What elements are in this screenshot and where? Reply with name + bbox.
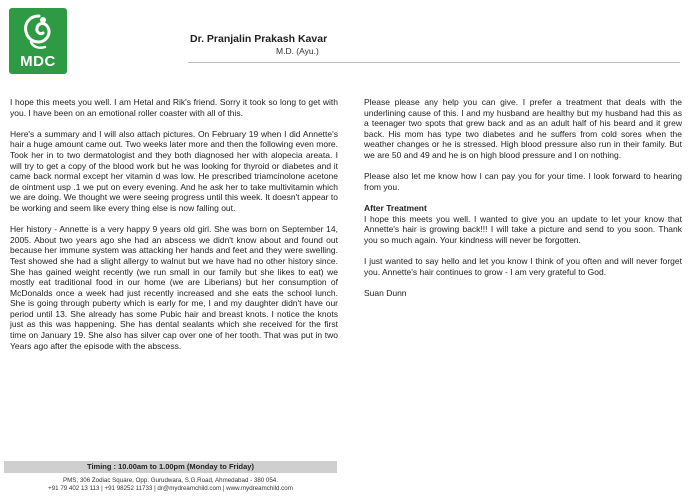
left-column	[10, 97, 338, 362]
contact-line: +91 79 402 13 113 | +91 98252 11733 | dr@mydreamchild.com | www.mydreamchild.com	[48, 485, 293, 492]
paragraph: I hope this meets you well. I am Hetal and Rik's friend. Sorry it took so long to get with you. I have been on an emotional roller coaster with all of this.	[10, 97, 338, 118]
after-treatment-heading: After Treatment	[364, 202, 427, 213]
paragraph: Please also let me know how I can pay you for your time. I look forward to hearing from you.	[364, 171, 682, 192]
paragraph: Here's a summary and I will also attach pictures. On February 19 when I did Annette's hair a huge amount came out. Two weeks later more and then the following even more. Took her in to two dermatologist and they both diagnosed her with alopecia areata. I will try to get a copy of the blood work but he was looking for thyroid or diabetes and it came back normal except her vitamin d was low. He prescribed triamcinolone acetone de ointment usp .1 we put on every evening. And he ask her to take multivitamin which we are doing. We thought we were seeing progress until this week. It doesn't appear to be working and seem like every thing else is now falling out.	[10, 128, 338, 213]
doctor-name: Dr. Pranjalin Prakash Kavar	[190, 33, 328, 45]
mdc-logo	[9, 8, 67, 74]
right-column	[364, 97, 682, 309]
mother-child-icon	[19, 12, 57, 52]
paragraph: Please please any help you can give. I prefer a treatment that deals with the underlining cause of this. I and my husband are healthy but my husband had this as a teenager two spots that grew back and as an adult half of his beard and it grew back. His mom has type two diabetes and he suffers from cold sores when the weather changes or he is stressed. High blood pressure also run in their family. But we are 50 and 49 and he is on high blood pressure and I on nothing.	[364, 97, 682, 160]
timing-bar: Timing : 10.00am to 1.00pm (Monday to Friday)	[4, 461, 337, 473]
doctor-header	[190, 33, 327, 56]
logo-text: MDC	[20, 53, 56, 70]
address-line: PMS, 306 Zodiac Square, Opp. Gurudwara, S.G.Road, Ahmedabad - 380 054.	[63, 477, 278, 484]
footer-address	[4, 477, 337, 493]
header-divider	[188, 62, 680, 63]
paragraph: I hope this meets you well. I wanted to give you an update to let your know that Annette's hair is growing back!!! I will take a picture and send to you soon. Thank you so much again. Your kindness will never be forgotten.	[364, 213, 682, 245]
signature: Suan Dunn	[364, 287, 407, 298]
paragraph: I just wanted to say hello and let you know I think of you often and will never forget you. Annette's hair continues to grow - I am very grateful to God.	[364, 255, 682, 277]
paragraph: Her history - Annette is a very happy 9 years old girl. She was born on September 14, 2005. About two years ago she had an abscess we didn't know about and found out because her immune system was attacking her hands and feet and they were swelling. Test showed she had a slight allergy to walnut but we have had no other history since. She has gained weight recently (we run small in our family but she likes to eat) we mostly eat traditional food in our home (we are Liberians) but her consumption of McDonalds once a week had just recently increased and she eats the school lunch. She is going through puberty which is early for me, I and my daughter didn't have our period until 13. She already has some Pubic hair and breast knots. I notice the knots just as this was happening. She has dental sealants which she received for the first time on January 19. She also has silver cap over one of her tooth. That was put in two Years ago after the episode with the abscess.	[10, 224, 338, 351]
doctor-qualification: M.D. (Ayu.)	[276, 46, 319, 56]
